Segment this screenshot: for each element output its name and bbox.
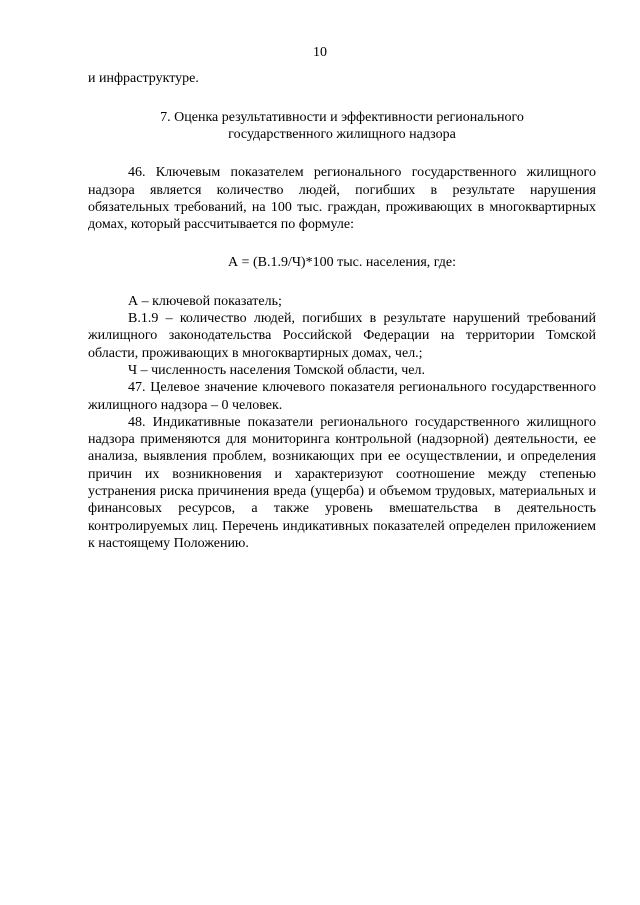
section-heading-line-1: 7. Оценка результативности и эффективности регионального	[160, 110, 524, 126]
definition-ch: Ч – численность населения Томской области, чел.	[128, 362, 425, 378]
section-heading	[88, 109, 596, 143]
definition-a: А – ключевой показатель;	[128, 293, 282, 309]
paragraph-48: 48. Индикативные показатели регионального государственного жилищного надзора применяются для мониторинга контрольной (надзорной) деятельности, ее анализа, выявления проблем, возникающих при ее осуществлении, и определения причин их возникновения и характеризуют соотношение между степенью устранения риска причинения вреда (ущерба) и объемом трудовых, материальных и финансовых ресурсов, а также уровень вмешательства в деятельность контролируемых лиц. Перечень индикативных показателей определен приложением к настоящему Положению.	[88, 414, 596, 551]
paragraph-47: 47. Целевое значение ключевого показателя регионального государственного жилищного надзора – 0 человек.	[88, 380, 596, 413]
document-body	[88, 70, 596, 552]
continuation-text: и инфраструктуре.	[88, 71, 199, 86]
formula: А = (В.1.9/Ч)*100 тыс. населения, где:	[227, 255, 457, 271]
section-heading-line-2: государственного жилищного надзора	[228, 127, 456, 143]
page-number: 10	[313, 45, 327, 60]
paragraph-46: 46. Ключевым показателем регионального государственного жилищного надзора является количество людей, погибших в результате нарушения обязательных требований, на 100 тыс. граждан, проживающих в многоквартирных домах, который рассчитывается по формуле:	[88, 165, 596, 233]
definition-b-1-9: В.1.9 – количество людей, погибших в результате нарушений требований жилищного законодательства Российской Федерации на территории Томской области, проживающих в многоквартирных домах, чел.;	[88, 311, 596, 361]
